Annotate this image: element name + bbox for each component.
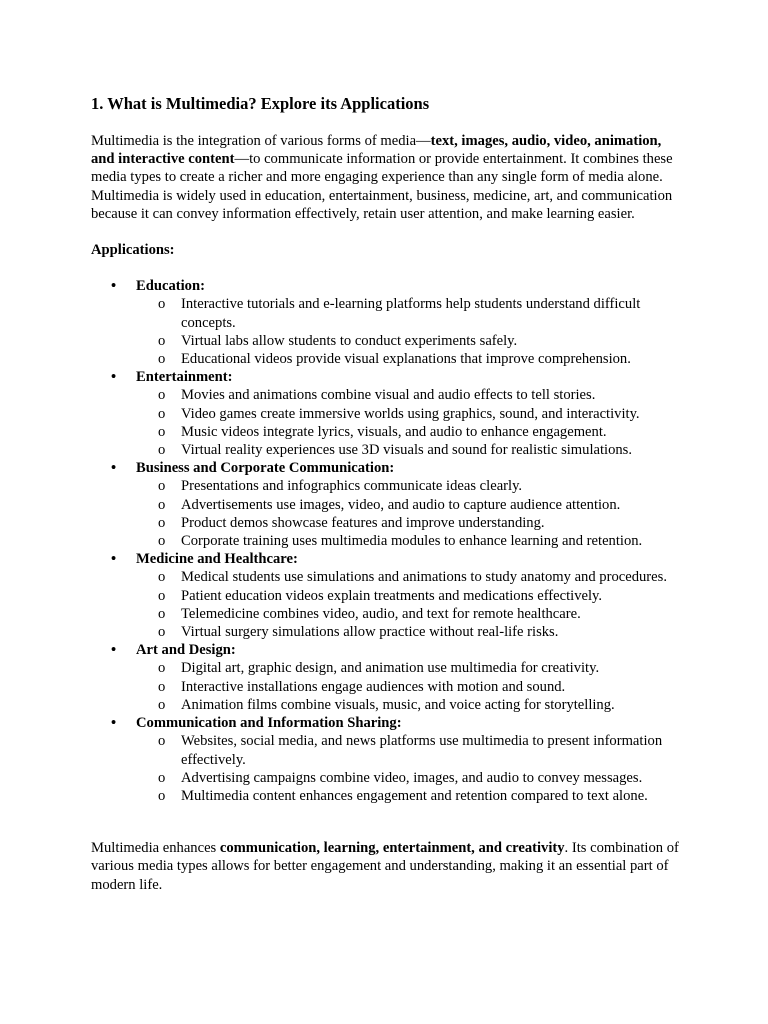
sub-list-item xyxy=(136,587,681,605)
circle-bullet-icon: o xyxy=(158,787,166,804)
category-label: Communication and Information Sharing: xyxy=(136,715,402,732)
category-list-item xyxy=(91,368,681,459)
conclusion-text-start: Multimedia enhances xyxy=(91,840,220,857)
sub-list-item xyxy=(136,623,681,641)
circle-bullet-icon: o xyxy=(158,569,166,586)
document-page xyxy=(91,94,681,894)
sub-list-item xyxy=(136,496,681,514)
sub-list-item xyxy=(136,514,681,532)
category-label: Business and Corporate Communication: xyxy=(136,460,395,477)
sub-item-text: Advertisements use images, video, and audio to capture audience attention. xyxy=(181,496,621,513)
circle-bullet-icon: o xyxy=(158,296,166,313)
intro-bold-media-list: text, images, audio, video, animation, and interactive content xyxy=(91,133,662,168)
bullet-icon: • xyxy=(111,715,117,732)
sub-item-text: Telemedicine combines video, audio, and text for remote healthcare. xyxy=(181,605,581,622)
circle-bullet-icon: o xyxy=(158,351,166,368)
category-label: Medicine and Healthcare: xyxy=(136,551,298,568)
sub-list-item xyxy=(136,769,681,787)
sub-list-item xyxy=(136,568,681,586)
sub-list-item xyxy=(136,732,681,768)
sub-list-item xyxy=(136,441,681,459)
circle-bullet-icon: o xyxy=(158,733,166,750)
sub-list-item xyxy=(136,423,681,441)
bullet-icon: • xyxy=(111,551,117,568)
sub-item-text: Interactive tutorials and e-learning platforms help students understand difficult concepts. xyxy=(181,296,641,331)
sub-list-item xyxy=(136,532,681,550)
sub-list-item xyxy=(136,659,681,677)
page-title: 1. What is Multimedia? Explore its Applications xyxy=(91,94,430,113)
circle-bullet-icon: o xyxy=(158,587,166,604)
sub-item-list xyxy=(136,659,681,714)
category-list-item xyxy=(91,277,681,368)
intro-text-start: Multimedia is the integration of various forms of media— xyxy=(91,133,431,149)
sub-item-text: Medical students use simulations and animations to study anatomy and procedures. xyxy=(181,569,667,586)
sub-item-text: Movies and animations combine visual and audio effects to tell stories. xyxy=(181,387,596,404)
sub-list-item xyxy=(136,477,681,495)
sub-item-text: Interactive installations engage audiences with motion and sound. xyxy=(181,678,566,695)
sub-item-text: Virtual labs allow students to conduct experiments safely. xyxy=(181,332,518,349)
conclusion-paragraph xyxy=(91,839,681,894)
bullet-icon: • xyxy=(111,369,117,386)
circle-bullet-icon: o xyxy=(158,496,166,513)
category-list-item xyxy=(91,459,681,550)
sub-item-text: Product demos showcase features and improve understanding. xyxy=(181,514,545,531)
sub-list-item xyxy=(136,605,681,623)
circle-bullet-icon: o xyxy=(158,332,166,349)
intro-text-end: —to communicate information or provide entertainment. It combines these media types to create a richer and more engaging experience than any single form of media alone. Multimedia is widely used in education, entertainment, business, medicine, art, and communication because it can convey information effectively, retain user attention, and make learning easier. xyxy=(91,151,673,222)
applications-list xyxy=(91,277,681,805)
sub-list-item xyxy=(136,386,681,404)
sub-item-list xyxy=(136,732,681,805)
circle-bullet-icon: o xyxy=(158,478,166,495)
circle-bullet-icon: o xyxy=(158,678,166,695)
bullet-icon: • xyxy=(111,460,117,477)
sub-item-text: Animation films combine visuals, music, and voice acting for storytelling. xyxy=(181,696,615,713)
category-label: Education: xyxy=(136,278,205,295)
sub-item-text: Music videos integrate lyrics, visuals, and audio to enhance engagement. xyxy=(181,423,607,440)
sub-item-text: Multimedia content enhances engagement and retention compared to text alone. xyxy=(181,787,648,804)
category-label: Art and Design: xyxy=(136,642,236,659)
category-list-item xyxy=(91,641,681,714)
category-list-item xyxy=(91,714,681,805)
circle-bullet-icon: o xyxy=(158,605,166,622)
sub-item-text: Video games create immersive worlds using graphics, sound, and interactivity. xyxy=(181,405,640,422)
sub-list-item xyxy=(136,332,681,350)
circle-bullet-icon: o xyxy=(158,533,166,550)
sub-list-item xyxy=(136,696,681,714)
sub-item-text: Virtual surgery simulations allow practice without real-life risks. xyxy=(181,624,559,641)
conclusion-bold-benefits: communication, learning, entertainment, and creativity xyxy=(219,840,565,857)
sub-list-item xyxy=(136,678,681,696)
sub-item-list xyxy=(136,477,681,550)
sub-list-item xyxy=(136,405,681,423)
bullet-icon: • xyxy=(111,642,117,659)
circle-bullet-icon: o xyxy=(158,442,166,459)
circle-bullet-icon: o xyxy=(158,387,166,404)
circle-bullet-icon: o xyxy=(158,405,166,422)
conclusion-text-end: . Its combination of various media types allows for better engagement and understanding, making it an essential part of modern life. xyxy=(91,840,679,893)
sub-item-text: Websites, social media, and news platforms use multimedia to present information effectively. xyxy=(181,733,663,768)
sub-item-list xyxy=(136,386,681,459)
sub-item-text: Patient education videos explain treatments and medications effectively. xyxy=(181,587,603,604)
sub-item-text: Educational videos provide visual explanations that improve comprehension. xyxy=(181,351,631,368)
circle-bullet-icon: o xyxy=(158,624,166,641)
circle-bullet-icon: o xyxy=(158,769,166,786)
sub-item-text: Digital art, graphic design, and animation use multimedia for creativity. xyxy=(181,660,600,677)
intro-paragraph xyxy=(91,132,681,223)
sub-item-text: Virtual reality experiences use 3D visuals and sound for realistic simulations. xyxy=(181,442,633,459)
sub-item-list xyxy=(136,568,681,641)
circle-bullet-icon: o xyxy=(158,696,166,713)
category-label: Entertainment: xyxy=(136,369,233,386)
sub-item-text: Corporate training uses multimedia modules to enhance learning and retention. xyxy=(181,533,643,550)
sub-list-item xyxy=(136,350,681,368)
sub-item-list xyxy=(136,295,681,368)
bullet-icon: • xyxy=(111,278,117,295)
circle-bullet-icon: o xyxy=(158,660,166,677)
sub-list-item xyxy=(136,295,681,331)
applications-heading: Applications: xyxy=(91,242,175,259)
sub-list-item xyxy=(136,787,681,805)
sub-item-text: Presentations and infographics communicate ideas clearly. xyxy=(181,478,523,495)
circle-bullet-icon: o xyxy=(158,423,166,440)
category-list-item xyxy=(91,550,681,641)
circle-bullet-icon: o xyxy=(158,514,166,531)
sub-item-text: Advertising campaigns combine video, images, and audio to convey messages. xyxy=(181,769,643,786)
